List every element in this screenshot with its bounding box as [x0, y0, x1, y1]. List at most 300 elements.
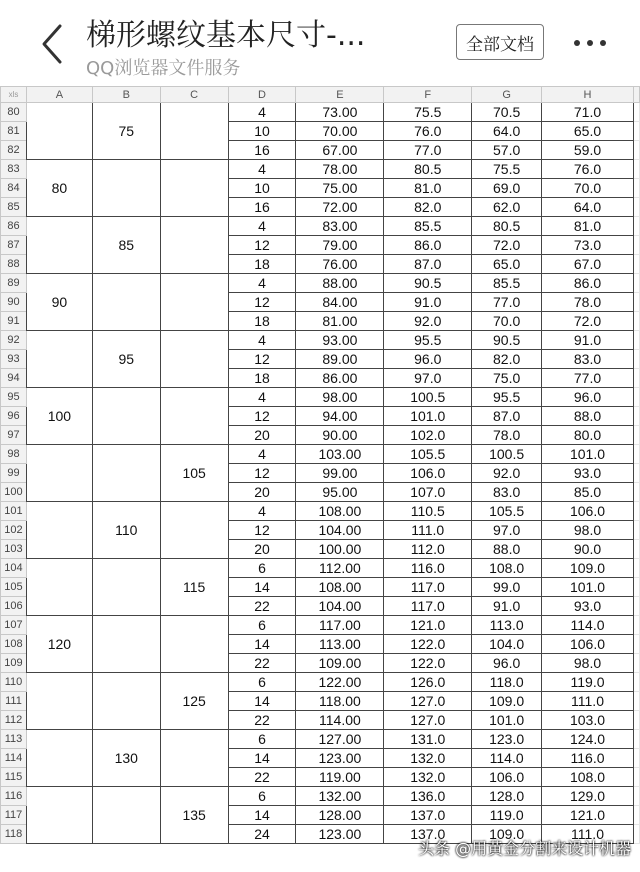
column-header-g[interactable]: G — [472, 87, 542, 103]
cell-d[interactable]: 14 — [228, 806, 296, 825]
column-header-h[interactable]: H — [542, 87, 634, 103]
cell-d[interactable]: 18 — [228, 369, 296, 388]
column-header-c[interactable]: C — [160, 87, 228, 103]
cell-e[interactable]: 113.00 — [296, 635, 384, 654]
cell-d[interactable]: 20 — [228, 483, 296, 502]
cell-g[interactable]: 83.0 — [472, 483, 542, 502]
group-cell-b[interactable] — [92, 274, 160, 331]
cell-g[interactable]: 100.5 — [472, 445, 542, 464]
cell-h[interactable]: 67.0 — [542, 255, 634, 274]
row-number[interactable]: 86 — [1, 217, 27, 236]
cell-h[interactable]: 96.0 — [542, 388, 634, 407]
cell-d[interactable]: 10 — [228, 122, 296, 141]
cell-d[interactable]: 6 — [228, 673, 296, 692]
group-cell-b[interactable] — [92, 787, 160, 844]
cell-h[interactable]: 101.0 — [542, 445, 634, 464]
group-cell-a[interactable]: 90 — [26, 274, 92, 331]
cell-g[interactable]: 104.0 — [472, 635, 542, 654]
cell-d[interactable]: 20 — [228, 426, 296, 445]
group-cell-a[interactable] — [26, 103, 92, 160]
cell-g[interactable]: 69.0 — [472, 179, 542, 198]
cell-h[interactable]: 98.0 — [542, 521, 634, 540]
cell-g[interactable]: 123.0 — [472, 730, 542, 749]
cell-h[interactable]: 71.0 — [542, 103, 634, 122]
cell-f[interactable]: 106.0 — [384, 464, 472, 483]
row-number[interactable]: 106 — [1, 597, 27, 616]
row-number[interactable]: 113 — [1, 730, 27, 749]
cell-d[interactable]: 4 — [228, 274, 296, 293]
cell-g[interactable]: 109.0 — [472, 692, 542, 711]
cell-d[interactable]: 22 — [228, 597, 296, 616]
cell-f[interactable]: 127.0 — [384, 692, 472, 711]
cell-e[interactable]: 114.00 — [296, 711, 384, 730]
cell-d[interactable]: 6 — [228, 730, 296, 749]
empty-cell — [633, 160, 639, 179]
group-cell-a[interactable]: 80 — [26, 160, 92, 217]
cell-g[interactable]: 91.0 — [472, 597, 542, 616]
empty-cell — [633, 274, 639, 293]
cell-e[interactable]: 90.00 — [296, 426, 384, 445]
cell-f[interactable]: 131.0 — [384, 730, 472, 749]
cell-e[interactable]: 84.00 — [296, 293, 384, 312]
group-cell-c[interactable] — [160, 502, 228, 559]
cell-h[interactable]: 124.0 — [542, 730, 634, 749]
cell-d[interactable]: 12 — [228, 407, 296, 426]
group-cell-b[interactable] — [92, 445, 160, 502]
cell-h[interactable]: 109.0 — [542, 559, 634, 578]
cell-g[interactable]: 96.0 — [472, 654, 542, 673]
cell-h[interactable]: 78.0 — [542, 293, 634, 312]
empty-cell — [633, 540, 639, 559]
cell-d[interactable]: 4 — [228, 103, 296, 122]
cell-h[interactable]: 65.0 — [542, 122, 634, 141]
cell-f[interactable]: 97.0 — [384, 369, 472, 388]
cell-f[interactable]: 105.5 — [384, 445, 472, 464]
cell-e[interactable]: 132.00 — [296, 787, 384, 806]
row-number[interactable]: 110 — [1, 673, 27, 692]
cell-g[interactable]: 78.0 — [472, 426, 542, 445]
row-number[interactable]: 88 — [1, 255, 27, 274]
row-number[interactable]: 82 — [1, 141, 27, 160]
cell-h[interactable]: 72.0 — [542, 312, 634, 331]
group-cell-b[interactable] — [92, 673, 160, 730]
cell-d[interactable]: 22 — [228, 768, 296, 787]
more-options-button[interactable] — [566, 26, 614, 60]
cell-f[interactable]: 77.0 — [384, 141, 472, 160]
row-number[interactable]: 115 — [1, 768, 27, 787]
cell-h[interactable]: 106.0 — [542, 502, 634, 521]
row-number[interactable]: 118 — [1, 825, 27, 844]
cell-d[interactable]: 4 — [228, 331, 296, 350]
cell-f[interactable]: 102.0 — [384, 426, 472, 445]
row-number[interactable]: 101 — [1, 502, 27, 521]
cell-e[interactable]: 75.00 — [296, 179, 384, 198]
cell-e[interactable]: 98.00 — [296, 388, 384, 407]
cell-d[interactable]: 12 — [228, 350, 296, 369]
empty-cell — [633, 369, 639, 388]
group-cell-a[interactable]: 100 — [26, 388, 92, 445]
cell-g[interactable]: 97.0 — [472, 521, 542, 540]
cell-f[interactable]: 80.5 — [384, 160, 472, 179]
cell-f[interactable]: 137.0 — [384, 806, 472, 825]
cell-h[interactable]: 98.0 — [542, 654, 634, 673]
group-cell-c[interactable] — [160, 616, 228, 673]
cell-g[interactable]: 90.5 — [472, 331, 542, 350]
cell-h[interactable]: 129.0 — [542, 787, 634, 806]
document-source: QQ浏览器文件服务 — [86, 58, 241, 79]
cell-h[interactable]: 83.0 — [542, 350, 634, 369]
cell-e[interactable]: 79.00 — [296, 236, 384, 255]
row-number[interactable]: 92 — [1, 331, 27, 350]
column-header-overflow — [633, 87, 639, 103]
group-cell-a[interactable] — [26, 730, 92, 787]
cell-d[interactable]: 16 — [228, 198, 296, 217]
cell-d[interactable]: 6 — [228, 616, 296, 635]
group-cell-a[interactable] — [26, 217, 92, 274]
cell-h[interactable]: 59.0 — [542, 141, 634, 160]
cell-g[interactable]: 106.0 — [472, 768, 542, 787]
group-cell-b[interactable]: 130 — [92, 730, 160, 787]
cell-h[interactable]: 93.0 — [542, 597, 634, 616]
table-row — [1, 331, 640, 350]
cell-f[interactable]: 76.0 — [384, 122, 472, 141]
group-cell-c[interactable] — [160, 160, 228, 217]
group-cell-b[interactable] — [92, 616, 160, 673]
group-cell-b[interactable]: 85 — [92, 217, 160, 274]
cell-e[interactable]: 109.00 — [296, 654, 384, 673]
row-number[interactable]: 109 — [1, 654, 27, 673]
row-number[interactable]: 95 — [1, 388, 27, 407]
row-number[interactable]: 93 — [1, 350, 27, 369]
row-number[interactable]: 105 — [1, 578, 27, 597]
row-number[interactable]: 98 — [1, 445, 27, 464]
cell-e[interactable]: 81.00 — [296, 312, 384, 331]
group-cell-b[interactable]: 75 — [92, 103, 160, 160]
cell-e[interactable]: 104.00 — [296, 521, 384, 540]
group-cell-b[interactable]: 95 — [92, 331, 160, 388]
row-number[interactable]: 104 — [1, 559, 27, 578]
cell-h[interactable]: 73.0 — [542, 236, 634, 255]
cell-g[interactable]: 80.5 — [472, 217, 542, 236]
cell-d[interactable]: 10 — [228, 179, 296, 198]
empty-cell — [633, 331, 639, 350]
cell-d[interactable]: 12 — [228, 236, 296, 255]
cell-g[interactable]: 95.5 — [472, 388, 542, 407]
row-number[interactable]: 90 — [1, 293, 27, 312]
group-cell-c[interactable]: 125 — [160, 673, 228, 730]
cell-f[interactable]: 137.0 — [384, 825, 472, 844]
group-cell-b[interactable] — [92, 160, 160, 217]
cell-e[interactable]: 89.00 — [296, 350, 384, 369]
group-cell-c[interactable] — [160, 274, 228, 331]
cell-d[interactable]: 12 — [228, 521, 296, 540]
cell-g[interactable]: 75.0 — [472, 369, 542, 388]
cell-h[interactable]: 108.0 — [542, 768, 634, 787]
cell-h[interactable]: 111.0 — [542, 825, 634, 844]
cell-g[interactable]: 119.0 — [472, 806, 542, 825]
group-cell-a[interactable] — [26, 787, 92, 844]
group-cell-a[interactable] — [26, 331, 92, 388]
cell-e[interactable]: 108.00 — [296, 502, 384, 521]
group-cell-a[interactable] — [26, 559, 92, 616]
cell-g[interactable]: 87.0 — [472, 407, 542, 426]
row-number[interactable]: 83 — [1, 160, 27, 179]
table-row — [1, 274, 640, 293]
group-cell-b[interactable] — [92, 388, 160, 445]
cell-f[interactable]: 126.0 — [384, 673, 472, 692]
cell-d[interactable]: 18 — [228, 312, 296, 331]
cell-d[interactable]: 4 — [228, 445, 296, 464]
cell-f[interactable]: 117.0 — [384, 578, 472, 597]
cell-h[interactable]: 76.0 — [542, 160, 634, 179]
row-number[interactable]: 85 — [1, 198, 27, 217]
row-number[interactable]: 80 — [1, 103, 27, 122]
group-cell-b[interactable] — [92, 559, 160, 616]
cell-g[interactable]: 128.0 — [472, 787, 542, 806]
cell-d[interactable]: 22 — [228, 654, 296, 673]
cell-d[interactable]: 6 — [228, 787, 296, 806]
cell-d[interactable]: 22 — [228, 711, 296, 730]
cell-f[interactable]: 85.5 — [384, 217, 472, 236]
group-cell-c[interactable] — [160, 730, 228, 787]
group-cell-c[interactable]: 105 — [160, 445, 228, 502]
cell-d[interactable]: 16 — [228, 141, 296, 160]
cell-e[interactable]: 103.00 — [296, 445, 384, 464]
cell-g[interactable]: 57.0 — [472, 141, 542, 160]
cell-e[interactable]: 119.00 — [296, 768, 384, 787]
group-cell-c[interactable] — [160, 103, 228, 160]
cell-f[interactable]: 101.0 — [384, 407, 472, 426]
cell-f[interactable]: 122.0 — [384, 654, 472, 673]
cell-e[interactable]: 118.00 — [296, 692, 384, 711]
row-number[interactable]: 89 — [1, 274, 27, 293]
cell-e[interactable]: 94.00 — [296, 407, 384, 426]
cell-g[interactable]: 62.0 — [472, 198, 542, 217]
cell-h[interactable]: 77.0 — [542, 369, 634, 388]
cell-e[interactable]: 72.00 — [296, 198, 384, 217]
cell-f[interactable]: 112.0 — [384, 540, 472, 559]
cell-e[interactable]: 78.00 — [296, 160, 384, 179]
row-number[interactable]: 107 — [1, 616, 27, 635]
empty-cell — [633, 293, 639, 312]
cell-e[interactable]: 86.00 — [296, 369, 384, 388]
cell-e[interactable]: 76.00 — [296, 255, 384, 274]
spreadsheet-view[interactable] — [0, 86, 640, 872]
cell-f[interactable]: 132.0 — [384, 768, 472, 787]
cell-e[interactable]: 83.00 — [296, 217, 384, 236]
cell-g[interactable]: 72.0 — [472, 236, 542, 255]
row-number[interactable]: 97 — [1, 426, 27, 445]
cell-e[interactable]: 95.00 — [296, 483, 384, 502]
cell-h[interactable]: 114.0 — [542, 616, 634, 635]
cell-h[interactable]: 106.0 — [542, 635, 634, 654]
column-header-d[interactable]: D — [228, 87, 296, 103]
cell-d[interactable]: 18 — [228, 255, 296, 274]
cell-g[interactable]: 108.0 — [472, 559, 542, 578]
row-number[interactable]: 117 — [1, 806, 27, 825]
cell-h[interactable]: 93.0 — [542, 464, 634, 483]
cell-e[interactable]: 123.00 — [296, 825, 384, 844]
row-number[interactable]: 96 — [1, 407, 27, 426]
cell-h[interactable]: 70.0 — [542, 179, 634, 198]
cell-g[interactable]: 82.0 — [472, 350, 542, 369]
row-number[interactable]: 87 — [1, 236, 27, 255]
group-cell-c[interactable] — [160, 388, 228, 445]
cell-f[interactable]: 136.0 — [384, 787, 472, 806]
cell-f[interactable]: 75.5 — [384, 103, 472, 122]
cell-e[interactable]: 117.00 — [296, 616, 384, 635]
row-number[interactable]: 116 — [1, 787, 27, 806]
row-number[interactable]: 103 — [1, 540, 27, 559]
row-number[interactable]: 91 — [1, 312, 27, 331]
all-documents-button[interactable]: 全部文档 — [456, 24, 544, 60]
cell-d[interactable]: 24 — [228, 825, 296, 844]
group-cell-c[interactable]: 115 — [160, 559, 228, 616]
cell-f[interactable]: 116.0 — [384, 559, 472, 578]
cell-f[interactable]: 95.5 — [384, 331, 472, 350]
cell-d[interactable]: 12 — [228, 464, 296, 483]
row-number[interactable]: 99 — [1, 464, 27, 483]
cell-e[interactable]: 127.00 — [296, 730, 384, 749]
cell-f[interactable]: 117.0 — [384, 597, 472, 616]
cell-g[interactable]: 114.0 — [472, 749, 542, 768]
cell-g[interactable]: 99.0 — [472, 578, 542, 597]
cell-d[interactable]: 20 — [228, 540, 296, 559]
row-number[interactable]: 84 — [1, 179, 27, 198]
cell-e[interactable]: 88.00 — [296, 274, 384, 293]
cell-e[interactable]: 99.00 — [296, 464, 384, 483]
row-number[interactable]: 111 — [1, 692, 27, 711]
cell-d[interactable]: 14 — [228, 578, 296, 597]
cell-d[interactable]: 14 — [228, 635, 296, 654]
cell-g[interactable]: 70.5 — [472, 103, 542, 122]
cell-f[interactable]: 91.0 — [384, 293, 472, 312]
cell-g[interactable]: 118.0 — [472, 673, 542, 692]
cell-f[interactable]: 127.0 — [384, 711, 472, 730]
cell-h[interactable]: 111.0 — [542, 692, 634, 711]
cell-g[interactable]: 105.5 — [472, 502, 542, 521]
empty-cell — [633, 388, 639, 407]
cell-e[interactable]: 128.00 — [296, 806, 384, 825]
cell-f[interactable]: 86.0 — [384, 236, 472, 255]
cell-h[interactable]: 103.0 — [542, 711, 634, 730]
sheet-corner[interactable]: xls — [1, 87, 27, 103]
cell-e[interactable]: 93.00 — [296, 331, 384, 350]
cell-g[interactable]: 85.5 — [472, 274, 542, 293]
cell-d[interactable]: 6 — [228, 559, 296, 578]
cell-h[interactable]: 86.0 — [542, 274, 634, 293]
column-header-b[interactable]: B — [92, 87, 160, 103]
cell-f[interactable]: 81.0 — [384, 179, 472, 198]
back-button[interactable] — [34, 20, 74, 68]
row-number[interactable]: 94 — [1, 369, 27, 388]
cell-f[interactable]: 121.0 — [384, 616, 472, 635]
cell-d[interactable]: 14 — [228, 692, 296, 711]
cell-e[interactable]: 108.00 — [296, 578, 384, 597]
cell-e[interactable]: 100.00 — [296, 540, 384, 559]
cell-f[interactable]: 107.0 — [384, 483, 472, 502]
cell-e[interactable]: 112.00 — [296, 559, 384, 578]
cell-f[interactable]: 87.0 — [384, 255, 472, 274]
cell-g[interactable]: 92.0 — [472, 464, 542, 483]
cell-f[interactable]: 111.0 — [384, 521, 472, 540]
row-number[interactable]: 100 — [1, 483, 27, 502]
empty-cell — [633, 255, 639, 274]
cell-e[interactable]: 67.00 — [296, 141, 384, 160]
group-cell-a[interactable] — [26, 445, 92, 502]
column-header-f[interactable]: F — [384, 87, 472, 103]
cell-f[interactable]: 110.5 — [384, 502, 472, 521]
cell-e[interactable]: 73.00 — [296, 103, 384, 122]
row-number[interactable]: 114 — [1, 749, 27, 768]
group-cell-c[interactable] — [160, 331, 228, 388]
group-cell-c[interactable] — [160, 217, 228, 274]
cell-d[interactable]: 4 — [228, 160, 296, 179]
cell-h[interactable]: 81.0 — [542, 217, 634, 236]
cell-f[interactable]: 122.0 — [384, 635, 472, 654]
cell-g[interactable]: 65.0 — [472, 255, 542, 274]
cell-g[interactable]: 75.5 — [472, 160, 542, 179]
cell-h[interactable]: 119.0 — [542, 673, 634, 692]
cell-e[interactable]: 70.00 — [296, 122, 384, 141]
group-cell-a[interactable] — [26, 673, 92, 730]
row-number[interactable]: 112 — [1, 711, 27, 730]
cell-h[interactable]: 91.0 — [542, 331, 634, 350]
cell-h[interactable]: 85.0 — [542, 483, 634, 502]
cell-f[interactable]: 92.0 — [384, 312, 472, 331]
cell-h[interactable]: 80.0 — [542, 426, 634, 445]
group-cell-c[interactable]: 135 — [160, 787, 228, 844]
row-number[interactable]: 102 — [1, 521, 27, 540]
cell-e[interactable]: 104.00 — [296, 597, 384, 616]
group-cell-b[interactable]: 110 — [92, 502, 160, 559]
cell-e[interactable]: 122.00 — [296, 673, 384, 692]
cell-h[interactable]: 64.0 — [542, 198, 634, 217]
empty-cell — [633, 730, 639, 749]
cell-d[interactable]: 4 — [228, 217, 296, 236]
cell-h[interactable]: 101.0 — [542, 578, 634, 597]
cell-d[interactable]: 4 — [228, 388, 296, 407]
cell-f[interactable]: 96.0 — [384, 350, 472, 369]
cell-g[interactable]: 77.0 — [472, 293, 542, 312]
column-header-e[interactable]: E — [296, 87, 384, 103]
cell-f[interactable]: 132.0 — [384, 749, 472, 768]
cell-h[interactable]: 90.0 — [542, 540, 634, 559]
cell-g[interactable]: 70.0 — [472, 312, 542, 331]
group-cell-a[interactable] — [26, 502, 92, 559]
cell-h[interactable]: 88.0 — [542, 407, 634, 426]
cell-f[interactable]: 82.0 — [384, 198, 472, 217]
cell-h[interactable]: 116.0 — [542, 749, 634, 768]
empty-cell — [633, 103, 639, 122]
row-number[interactable]: 81 — [1, 122, 27, 141]
cell-f[interactable]: 90.5 — [384, 274, 472, 293]
column-header-a[interactable]: A — [26, 87, 92, 103]
cell-h[interactable]: 121.0 — [542, 806, 634, 825]
cell-g[interactable]: 101.0 — [472, 711, 542, 730]
cell-d[interactable]: 14 — [228, 749, 296, 768]
cell-g[interactable]: 64.0 — [472, 122, 542, 141]
cell-g[interactable]: 113.0 — [472, 616, 542, 635]
cell-g[interactable]: 88.0 — [472, 540, 542, 559]
cell-f[interactable]: 100.5 — [384, 388, 472, 407]
group-cell-a[interactable]: 120 — [26, 616, 92, 673]
cell-e[interactable]: 123.00 — [296, 749, 384, 768]
cell-d[interactable]: 12 — [228, 293, 296, 312]
cell-g[interactable]: 109.0 — [472, 825, 542, 844]
cell-d[interactable]: 4 — [228, 502, 296, 521]
row-number[interactable]: 108 — [1, 635, 27, 654]
